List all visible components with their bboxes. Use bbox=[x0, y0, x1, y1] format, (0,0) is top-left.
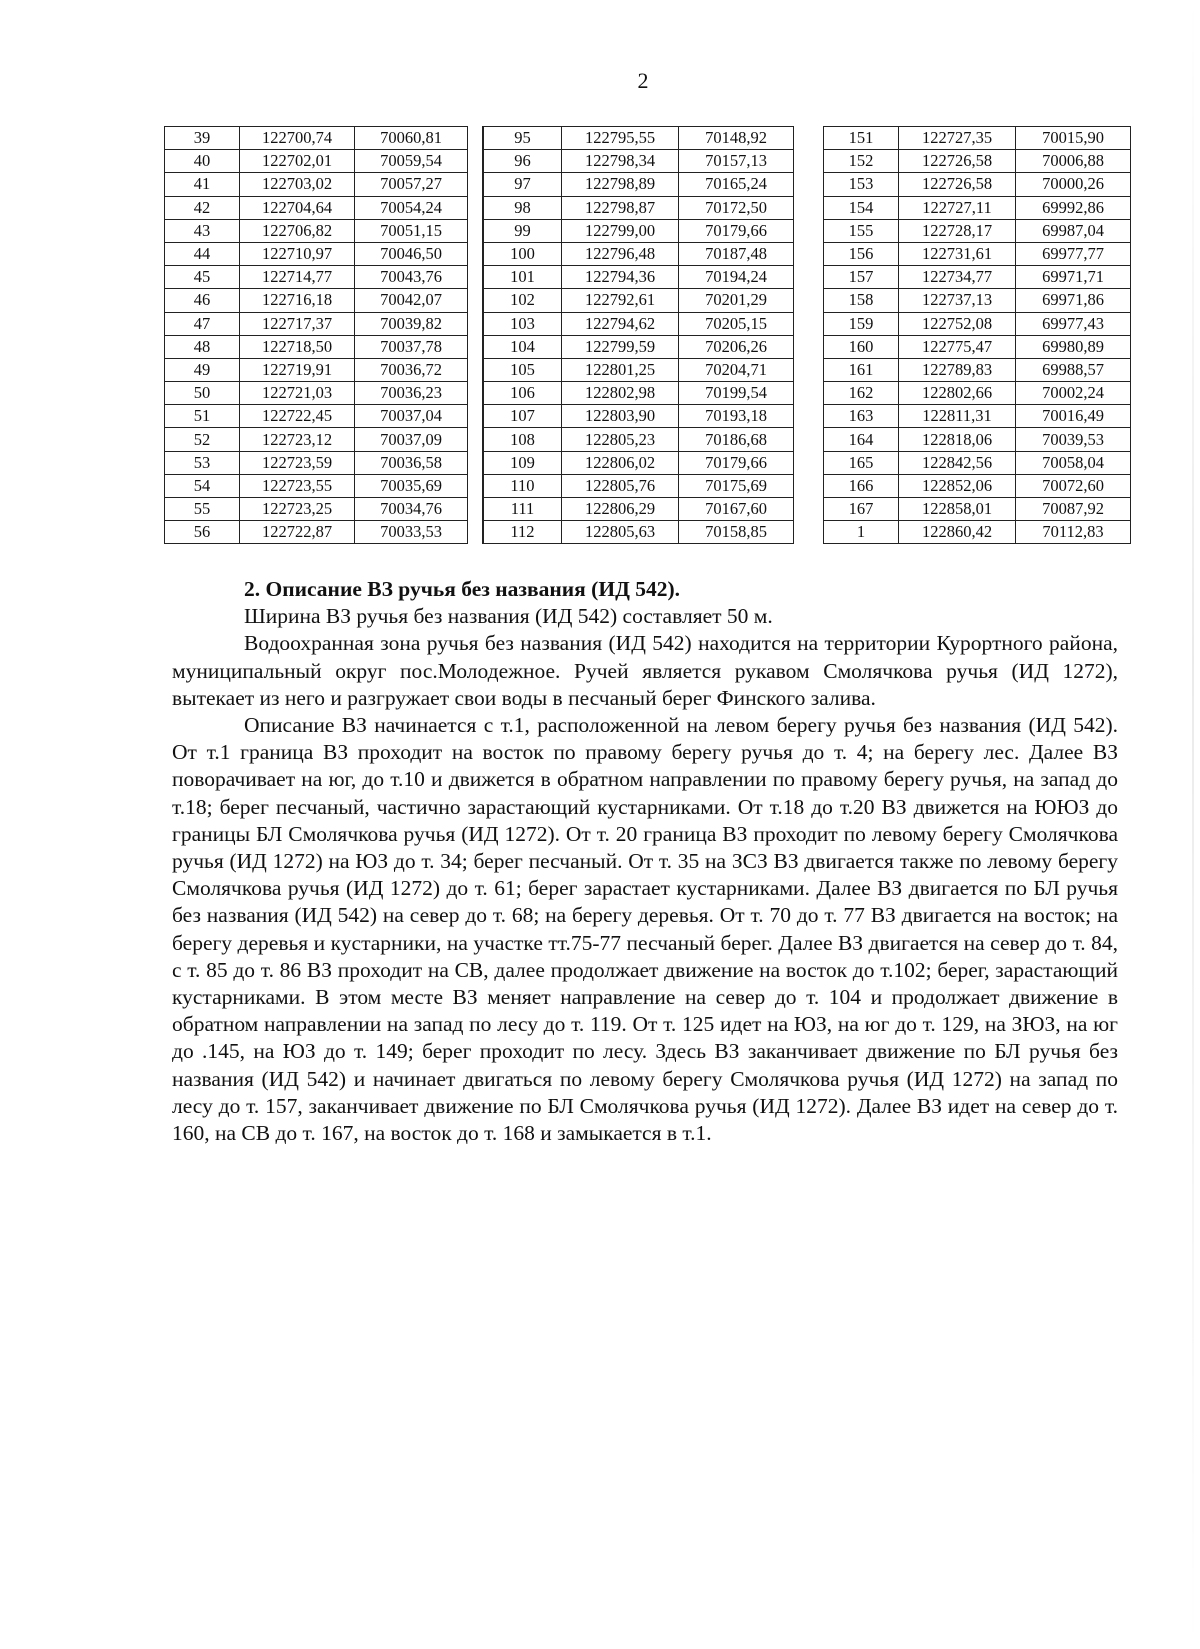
x-coordinate-cell: 122798,89 bbox=[562, 173, 679, 196]
x-coordinate-cell: 122714,77 bbox=[240, 266, 355, 289]
y-coordinate-cell: 70059,54 bbox=[355, 150, 468, 173]
y-coordinate-cell: 70006,88 bbox=[1016, 150, 1131, 173]
section-heading: 2. Описание ВЗ ручья без названия (ИД 542). bbox=[244, 577, 681, 601]
scan-edge-artifact bbox=[1192, 0, 1194, 1649]
table-row bbox=[483, 127, 794, 150]
x-coordinate-cell: 122799,59 bbox=[562, 335, 679, 358]
table-row bbox=[483, 219, 794, 242]
section-text bbox=[172, 576, 1118, 1147]
x-coordinate-cell: 122716,18 bbox=[240, 289, 355, 312]
table-row bbox=[824, 289, 1131, 312]
point-number-cell: 104 bbox=[483, 335, 562, 358]
point-number-cell: 41 bbox=[165, 173, 240, 196]
point-number-cell: 157 bbox=[824, 266, 899, 289]
x-coordinate-cell: 122802,98 bbox=[562, 382, 679, 405]
point-number-cell: 99 bbox=[483, 219, 562, 242]
x-coordinate-cell: 122721,03 bbox=[240, 382, 355, 405]
table-row bbox=[824, 521, 1131, 544]
y-coordinate-cell: 69971,71 bbox=[1016, 266, 1131, 289]
table-row bbox=[824, 266, 1131, 289]
table-row bbox=[824, 150, 1131, 173]
y-coordinate-cell: 70036,58 bbox=[355, 451, 468, 474]
point-number-cell: 56 bbox=[165, 521, 240, 544]
x-coordinate-cell: 122727,11 bbox=[899, 196, 1016, 219]
point-number-cell: 52 bbox=[165, 428, 240, 451]
x-coordinate-cell: 122706,82 bbox=[240, 219, 355, 242]
x-coordinate-cell: 122723,55 bbox=[240, 474, 355, 497]
y-coordinate-cell: 70148,92 bbox=[679, 127, 794, 150]
x-coordinate-cell: 122805,23 bbox=[562, 428, 679, 451]
point-number-cell: 97 bbox=[483, 173, 562, 196]
point-number-cell: 103 bbox=[483, 312, 562, 335]
y-coordinate-cell: 70002,24 bbox=[1016, 382, 1131, 405]
point-number-cell: 112 bbox=[483, 521, 562, 544]
point-number-cell: 43 bbox=[165, 219, 240, 242]
table-row bbox=[483, 289, 794, 312]
x-coordinate-cell: 122702,01 bbox=[240, 150, 355, 173]
table-row bbox=[824, 127, 1131, 150]
point-number-cell: 51 bbox=[165, 405, 240, 428]
x-coordinate-cell: 122842,56 bbox=[899, 451, 1016, 474]
table-row bbox=[483, 150, 794, 173]
table-row bbox=[165, 173, 468, 196]
y-coordinate-cell: 70201,29 bbox=[679, 289, 794, 312]
y-coordinate-cell: 70158,85 bbox=[679, 521, 794, 544]
point-number-cell: 49 bbox=[165, 358, 240, 381]
x-coordinate-cell: 122737,13 bbox=[899, 289, 1016, 312]
y-coordinate-cell: 70037,78 bbox=[355, 335, 468, 358]
y-coordinate-cell: 70179,66 bbox=[679, 451, 794, 474]
x-coordinate-cell: 122719,91 bbox=[240, 358, 355, 381]
x-coordinate-cell: 122775,47 bbox=[899, 335, 1016, 358]
point-number-cell: 159 bbox=[824, 312, 899, 335]
table-row bbox=[165, 358, 468, 381]
x-coordinate-cell: 122805,76 bbox=[562, 474, 679, 497]
x-coordinate-cell: 122752,08 bbox=[899, 312, 1016, 335]
table-row bbox=[483, 335, 794, 358]
point-number-cell: 166 bbox=[824, 474, 899, 497]
y-coordinate-cell: 70046,50 bbox=[355, 242, 468, 265]
table-row bbox=[824, 451, 1131, 474]
x-coordinate-cell: 122794,36 bbox=[562, 266, 679, 289]
point-number-cell: 164 bbox=[824, 428, 899, 451]
y-coordinate-cell: 70051,15 bbox=[355, 219, 468, 242]
x-coordinate-cell: 122731,61 bbox=[899, 242, 1016, 265]
y-coordinate-cell: 69977,43 bbox=[1016, 312, 1131, 335]
y-coordinate-cell: 70036,23 bbox=[355, 382, 468, 405]
y-coordinate-cell: 70087,92 bbox=[1016, 498, 1131, 521]
point-number-cell: 47 bbox=[165, 312, 240, 335]
x-coordinate-cell: 122792,61 bbox=[562, 289, 679, 312]
x-coordinate-cell: 122726,58 bbox=[899, 150, 1016, 173]
table-row bbox=[165, 451, 468, 474]
point-number-cell: 40 bbox=[165, 150, 240, 173]
paragraph-description: Описание ВЗ начинается с т.1, расположенной на левом берегу ручья без названия (ИД 542). От т.1 граница ВЗ проходит на восток по правому берегу ручья до т. 4; на берегу лес. Далее ВЗ поворачивает на юг, до т.10 и движется в обратном направлении по правому берегу ручья, на запад до т.18; берег песчаный, частично зарастающий кустарниками. От т.18 до т.20 ВЗ движется на ЮЮЗ до границы БЛ Смолячкова ручья (ИД 1272). От т. 20 граница ВЗ проходит по левому берегу Смолячкова ручья (ИД 1272) на ЮЗ до т. 34; берег песчаный. От т. 35 на ЗСЗ ВЗ двигается также по левому берегу Смолячкова ручья (ИД 1272) до т. 61; берег зарастает кустарниками. Далее ВЗ двигается по БЛ ручья без названия (ИД 542) на север до т. 68; на берегу деревья. От т. 70 до т. 77 ВЗ двигается на восток; на берегу деревья и кустарники, на участке тт.75-77 песчаный берег. Далее ВЗ двигается на север до т. 84, с т. 85 до т. 86 ВЗ проходит на СВ, далее продолжает движение на восток до т.102; берег, зарастающий кустарниками. В этом месте ВЗ меняет направление на север до т. 104 и продолжает движение в обратном направлении на запад по лесу до т. 119. От т. 125 идет на ЮЗ, на юг до т. 129, на ЗЮЗ, на юг до .145, на ЮЗ до т. 149; берег проходит по лесу. Здесь ВЗ заканчивает движение по БЛ ручья без названия (ИД 542) и начинает двигаться по левому берегу Смолячкова ручья (ИД 1272) на запад по лесу до т. 157, заканчивает движение по БЛ Смолячкова ручья (ИД 1272). Далее ВЗ идет на север до т. 160, на СВ до т. 167, на восток до т. 168 и замыкается в т.1. bbox=[172, 713, 1118, 1146]
y-coordinate-cell: 70112,83 bbox=[1016, 521, 1131, 544]
point-number-cell: 106 bbox=[483, 382, 562, 405]
x-coordinate-cell: 122726,58 bbox=[899, 173, 1016, 196]
x-coordinate-cell: 122723,59 bbox=[240, 451, 355, 474]
point-number-cell: 154 bbox=[824, 196, 899, 219]
x-coordinate-cell: 122722,45 bbox=[240, 405, 355, 428]
table-row bbox=[165, 382, 468, 405]
point-number-cell: 42 bbox=[165, 196, 240, 219]
y-coordinate-cell: 70172,50 bbox=[679, 196, 794, 219]
table-row bbox=[824, 405, 1131, 428]
point-number-cell: 101 bbox=[483, 266, 562, 289]
x-coordinate-cell: 122795,55 bbox=[562, 127, 679, 150]
point-number-cell: 153 bbox=[824, 173, 899, 196]
table-row bbox=[824, 242, 1131, 265]
x-coordinate-cell: 122802,66 bbox=[899, 382, 1016, 405]
x-coordinate-cell: 122798,87 bbox=[562, 196, 679, 219]
point-number-cell: 45 bbox=[165, 266, 240, 289]
x-coordinate-cell: 122722,87 bbox=[240, 521, 355, 544]
table-row bbox=[824, 358, 1131, 381]
y-coordinate-cell: 70037,04 bbox=[355, 405, 468, 428]
y-coordinate-cell: 69980,89 bbox=[1016, 335, 1131, 358]
table-row bbox=[165, 335, 468, 358]
x-coordinate-cell: 122860,42 bbox=[899, 521, 1016, 544]
point-number-cell: 39 bbox=[165, 127, 240, 150]
point-number-cell: 98 bbox=[483, 196, 562, 219]
y-coordinate-cell: 70037,09 bbox=[355, 428, 468, 451]
table-row bbox=[483, 266, 794, 289]
y-coordinate-cell: 70000,26 bbox=[1016, 173, 1131, 196]
y-coordinate-cell: 70015,90 bbox=[1016, 127, 1131, 150]
x-coordinate-cell: 122852,06 bbox=[899, 474, 1016, 497]
y-coordinate-cell: 70036,72 bbox=[355, 358, 468, 381]
table-row bbox=[165, 428, 468, 451]
table-row bbox=[483, 474, 794, 497]
table-row bbox=[824, 498, 1131, 521]
table-row bbox=[165, 405, 468, 428]
point-number-cell: 95 bbox=[483, 127, 562, 150]
table-row bbox=[483, 312, 794, 335]
table-row bbox=[483, 242, 794, 265]
coordinates-table-2 bbox=[482, 126, 794, 544]
point-number-cell: 158 bbox=[824, 289, 899, 312]
x-coordinate-cell: 122723,25 bbox=[240, 498, 355, 521]
x-coordinate-cell: 122858,01 bbox=[899, 498, 1016, 521]
point-number-cell: 163 bbox=[824, 405, 899, 428]
y-coordinate-cell: 70057,27 bbox=[355, 173, 468, 196]
table-row bbox=[483, 358, 794, 381]
point-number-cell: 50 bbox=[165, 382, 240, 405]
table-row bbox=[165, 521, 468, 544]
table-row bbox=[824, 335, 1131, 358]
x-coordinate-cell: 122703,02 bbox=[240, 173, 355, 196]
point-number-cell: 151 bbox=[824, 127, 899, 150]
coordinates-table-3 bbox=[823, 126, 1131, 544]
point-number-cell: 165 bbox=[824, 451, 899, 474]
table-row bbox=[824, 474, 1131, 497]
point-number-cell: 109 bbox=[483, 451, 562, 474]
point-number-cell: 161 bbox=[824, 358, 899, 381]
y-coordinate-cell: 70039,82 bbox=[355, 312, 468, 335]
y-coordinate-cell: 70058,04 bbox=[1016, 451, 1131, 474]
table-row bbox=[824, 382, 1131, 405]
point-number-cell: 156 bbox=[824, 242, 899, 265]
y-coordinate-cell: 70060,81 bbox=[355, 127, 468, 150]
table-row bbox=[165, 498, 468, 521]
paragraph-width: Ширина ВЗ ручья без названия (ИД 542) составляет 50 м. bbox=[244, 604, 773, 629]
point-number-cell: 160 bbox=[824, 335, 899, 358]
table-row bbox=[483, 498, 794, 521]
point-number-cell: 167 bbox=[824, 498, 899, 521]
x-coordinate-cell: 122794,62 bbox=[562, 312, 679, 335]
table-row bbox=[165, 196, 468, 219]
y-coordinate-cell: 70186,68 bbox=[679, 428, 794, 451]
point-number-cell: 162 bbox=[824, 382, 899, 405]
point-number-cell: 108 bbox=[483, 428, 562, 451]
table-row bbox=[483, 382, 794, 405]
table-row bbox=[483, 451, 794, 474]
table-row bbox=[165, 219, 468, 242]
y-coordinate-cell: 69971,86 bbox=[1016, 289, 1131, 312]
x-coordinate-cell: 122710,97 bbox=[240, 242, 355, 265]
y-coordinate-cell: 70204,71 bbox=[679, 358, 794, 381]
point-number-cell: 110 bbox=[483, 474, 562, 497]
table-row bbox=[824, 312, 1131, 335]
point-number-cell: 48 bbox=[165, 335, 240, 358]
x-coordinate-cell: 122818,06 bbox=[899, 428, 1016, 451]
point-number-cell: 96 bbox=[483, 150, 562, 173]
y-coordinate-cell: 69977,77 bbox=[1016, 242, 1131, 265]
point-number-cell: 105 bbox=[483, 358, 562, 381]
y-coordinate-cell: 70043,76 bbox=[355, 266, 468, 289]
point-number-cell: 111 bbox=[483, 498, 562, 521]
x-coordinate-cell: 122806,02 bbox=[562, 451, 679, 474]
table-row bbox=[483, 173, 794, 196]
point-number-cell: 155 bbox=[824, 219, 899, 242]
point-number-cell: 102 bbox=[483, 289, 562, 312]
table-row bbox=[165, 289, 468, 312]
x-coordinate-cell: 122700,74 bbox=[240, 127, 355, 150]
y-coordinate-cell: 70193,18 bbox=[679, 405, 794, 428]
paragraph-location: Водоохранная зона ручья без названия (ИД 542) находится на территории Курортного района, муниципальный округ пос.Молодежное. Ручей является рукавом Смолячкова ручья (ИД 1272), вытекает из него и разгружает свои воды в песчаный берег Финского залива. bbox=[172, 631, 1118, 710]
table-row bbox=[165, 127, 468, 150]
point-number-cell: 107 bbox=[483, 405, 562, 428]
x-coordinate-cell: 122796,48 bbox=[562, 242, 679, 265]
y-coordinate-cell: 70205,15 bbox=[679, 312, 794, 335]
x-coordinate-cell: 122803,90 bbox=[562, 405, 679, 428]
point-number-cell: 152 bbox=[824, 150, 899, 173]
point-number-cell: 100 bbox=[483, 242, 562, 265]
x-coordinate-cell: 122801,25 bbox=[562, 358, 679, 381]
point-number-cell: 55 bbox=[165, 498, 240, 521]
table-row bbox=[483, 428, 794, 451]
y-coordinate-cell: 70199,54 bbox=[679, 382, 794, 405]
y-coordinate-cell: 70016,49 bbox=[1016, 405, 1131, 428]
y-coordinate-cell: 70187,48 bbox=[679, 242, 794, 265]
y-coordinate-cell: 70054,24 bbox=[355, 196, 468, 219]
coordinates-table-1 bbox=[164, 126, 468, 544]
y-coordinate-cell: 70033,53 bbox=[355, 521, 468, 544]
y-coordinate-cell: 70167,60 bbox=[679, 498, 794, 521]
point-number-cell: 1 bbox=[824, 521, 899, 544]
x-coordinate-cell: 122728,17 bbox=[899, 219, 1016, 242]
page-number: 2 bbox=[637, 68, 649, 93]
x-coordinate-cell: 122805,63 bbox=[562, 521, 679, 544]
x-coordinate-cell: 122727,35 bbox=[899, 127, 1016, 150]
x-coordinate-cell: 122723,12 bbox=[240, 428, 355, 451]
table-row bbox=[165, 474, 468, 497]
y-coordinate-cell: 70039,53 bbox=[1016, 428, 1131, 451]
x-coordinate-cell: 122798,34 bbox=[562, 150, 679, 173]
table-row bbox=[165, 312, 468, 335]
point-number-cell: 44 bbox=[165, 242, 240, 265]
table-row bbox=[483, 405, 794, 428]
table-row bbox=[165, 266, 468, 289]
x-coordinate-cell: 122799,00 bbox=[562, 219, 679, 242]
point-number-cell: 53 bbox=[165, 451, 240, 474]
point-number-cell: 46 bbox=[165, 289, 240, 312]
table-row bbox=[824, 219, 1131, 242]
x-coordinate-cell: 122717,37 bbox=[240, 312, 355, 335]
table-row bbox=[165, 242, 468, 265]
point-number-cell: 54 bbox=[165, 474, 240, 497]
y-coordinate-cell: 70179,66 bbox=[679, 219, 794, 242]
x-coordinate-cell: 122734,77 bbox=[899, 266, 1016, 289]
table-row bbox=[824, 173, 1131, 196]
y-coordinate-cell: 69988,57 bbox=[1016, 358, 1131, 381]
y-coordinate-cell: 70165,24 bbox=[679, 173, 794, 196]
table-row bbox=[483, 196, 794, 219]
y-coordinate-cell: 70194,24 bbox=[679, 266, 794, 289]
y-coordinate-cell: 70042,07 bbox=[355, 289, 468, 312]
y-coordinate-cell: 70035,69 bbox=[355, 474, 468, 497]
y-coordinate-cell: 69987,04 bbox=[1016, 219, 1131, 242]
x-coordinate-cell: 122811,31 bbox=[899, 405, 1016, 428]
table-row bbox=[824, 196, 1131, 219]
x-coordinate-cell: 122806,29 bbox=[562, 498, 679, 521]
y-coordinate-cell: 69992,86 bbox=[1016, 196, 1131, 219]
y-coordinate-cell: 70206,26 bbox=[679, 335, 794, 358]
y-coordinate-cell: 70072,60 bbox=[1016, 474, 1131, 497]
table-row bbox=[824, 428, 1131, 451]
y-coordinate-cell: 70157,13 bbox=[679, 150, 794, 173]
x-coordinate-cell: 122718,50 bbox=[240, 335, 355, 358]
y-coordinate-cell: 70034,76 bbox=[355, 498, 468, 521]
table-row bbox=[165, 150, 468, 173]
x-coordinate-cell: 122789,83 bbox=[899, 358, 1016, 381]
table-row bbox=[483, 521, 794, 544]
x-coordinate-cell: 122704,64 bbox=[240, 196, 355, 219]
y-coordinate-cell: 70175,69 bbox=[679, 474, 794, 497]
